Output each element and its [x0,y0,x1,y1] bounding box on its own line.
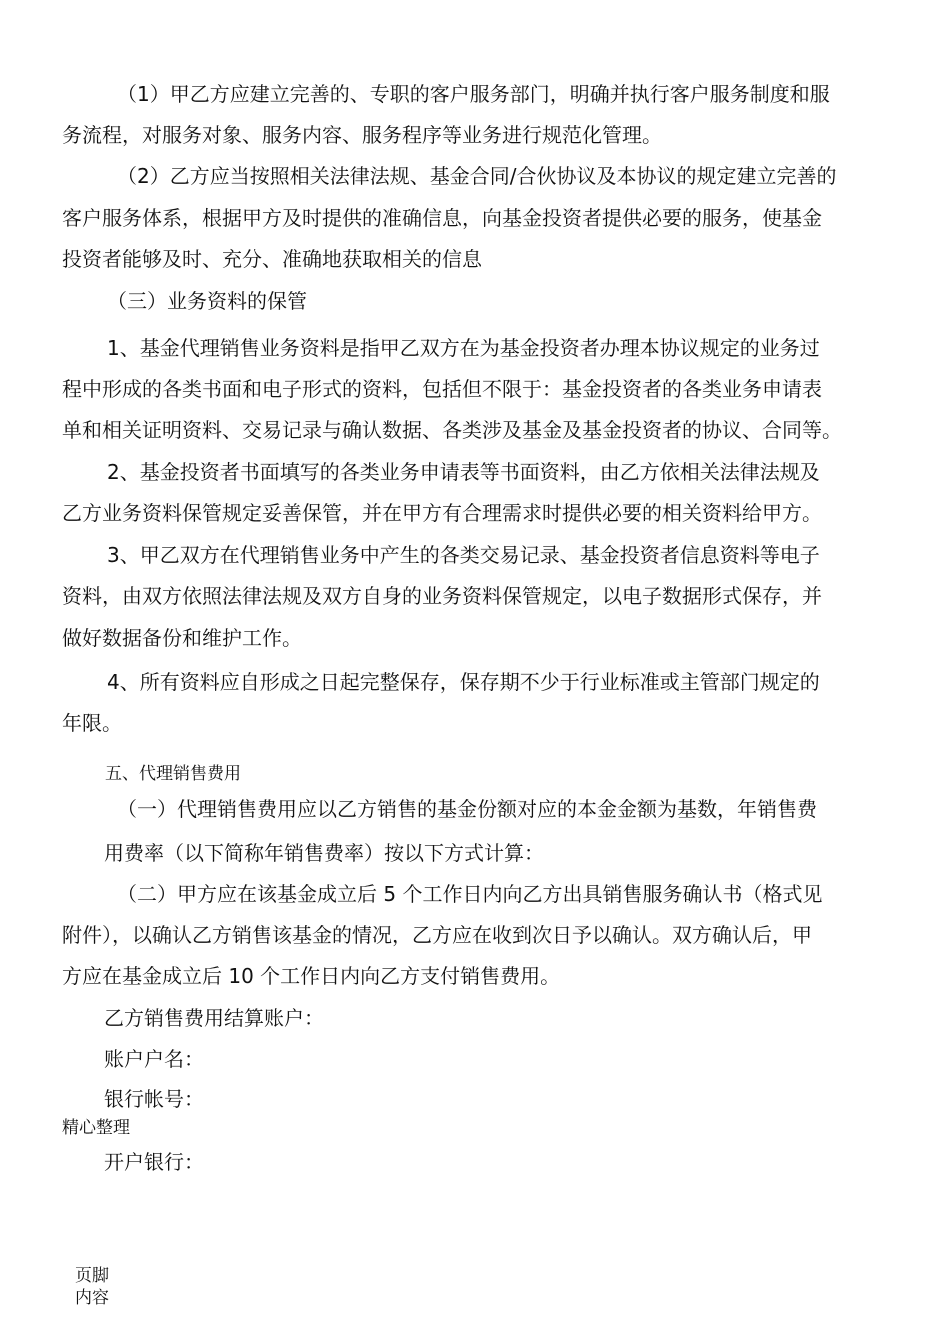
footer-line: 页脚 [75,1266,109,1286]
paragraph-line: 资料，由双方依照法律法规及双方自身的业务资料保管规定，以电子数据形式保存，并 [62,584,822,608]
field-label: 银行帐号： [104,1087,204,1111]
paragraph-line: 年限。 [62,711,122,735]
footer-line: 内容 [75,1288,109,1308]
paragraph-line: 方应在基金成立后 10 个工作日内向乙方支付销售费用。 [62,964,561,988]
paragraph-line: 乙方业务资料保管规定妥善保管，并在甲方有合理需求时提供必要的相关资料给甲方。 [62,501,822,525]
paragraph-line: （1）甲乙方应建立完善的、专职的客户服务部门，明确并执行客户服务制度和服 [117,82,830,106]
paragraph-line: （二）甲方应在该基金成立后 5 个工作日内向乙方出具销售服务确认书（格式见 [117,882,823,906]
field-label: 开户银行： [104,1150,204,1174]
paragraph-line: （一）代理销售费用应以乙方销售的基金份额对应的本金金额为基数，年销售费 [117,797,817,821]
paragraph-line: 单和相关证明资料、交易记录与确认数据、各类涉及基金及基金投资者的协议、合同等。 [62,418,842,442]
watermark-text: 精心整理 [62,1118,130,1138]
paragraph-line: 3、甲乙双方在代理销售业务中产生的各类交易记录、基金投资者信息资料等电子 [107,543,820,567]
paragraph-line: 务流程，对服务对象、服务内容、服务程序等业务进行规范化管理。 [62,123,662,147]
paragraph-line: 投资者能够及时、充分、准确地获取相关的信息 [62,247,482,271]
section-heading: 五、代理销售费用 [105,764,241,784]
paragraph-line: 程中形成的各类书面和电子形式的资料，包括但不限于：基金投资者的各类业务申请表 [62,377,822,401]
paragraph-line: 客户服务体系，根据甲方及时提供的准确信息，向基金投资者提供必要的服务，使基金 [62,206,822,230]
paragraph-line: 1、基金代理销售业务资料是指甲乙双方在为基金投资者办理本协议规定的业务过 [107,336,820,360]
field-label: 乙方销售费用结算账户： [104,1006,324,1030]
paragraph-line: 2、基金投资者书面填写的各类业务申请表等书面资料，由乙方依相关法律法规及 [107,460,820,484]
paragraph-line: 附件），以确认乙方销售该基金的情况，乙方应在收到次日予以确认。双方确认后，甲 [62,923,812,947]
paragraph-line: 做好数据备份和维护工作。 [62,626,302,650]
paragraph-line: 4、所有资料应自形成之日起完整保存，保存期不少于行业标准或主管部门规定的 [107,670,820,694]
paragraph-line: （2）乙方应当按照相关法律法规、基金合同/合伙协议及本协议的规定建立完善的 [117,164,837,188]
field-label: 账户户名： [104,1047,204,1071]
paragraph-line: 用费率（以下简称年销售费率）按以下方式计算： [104,841,544,865]
section-heading: （三）业务资料的保管 [107,289,307,313]
